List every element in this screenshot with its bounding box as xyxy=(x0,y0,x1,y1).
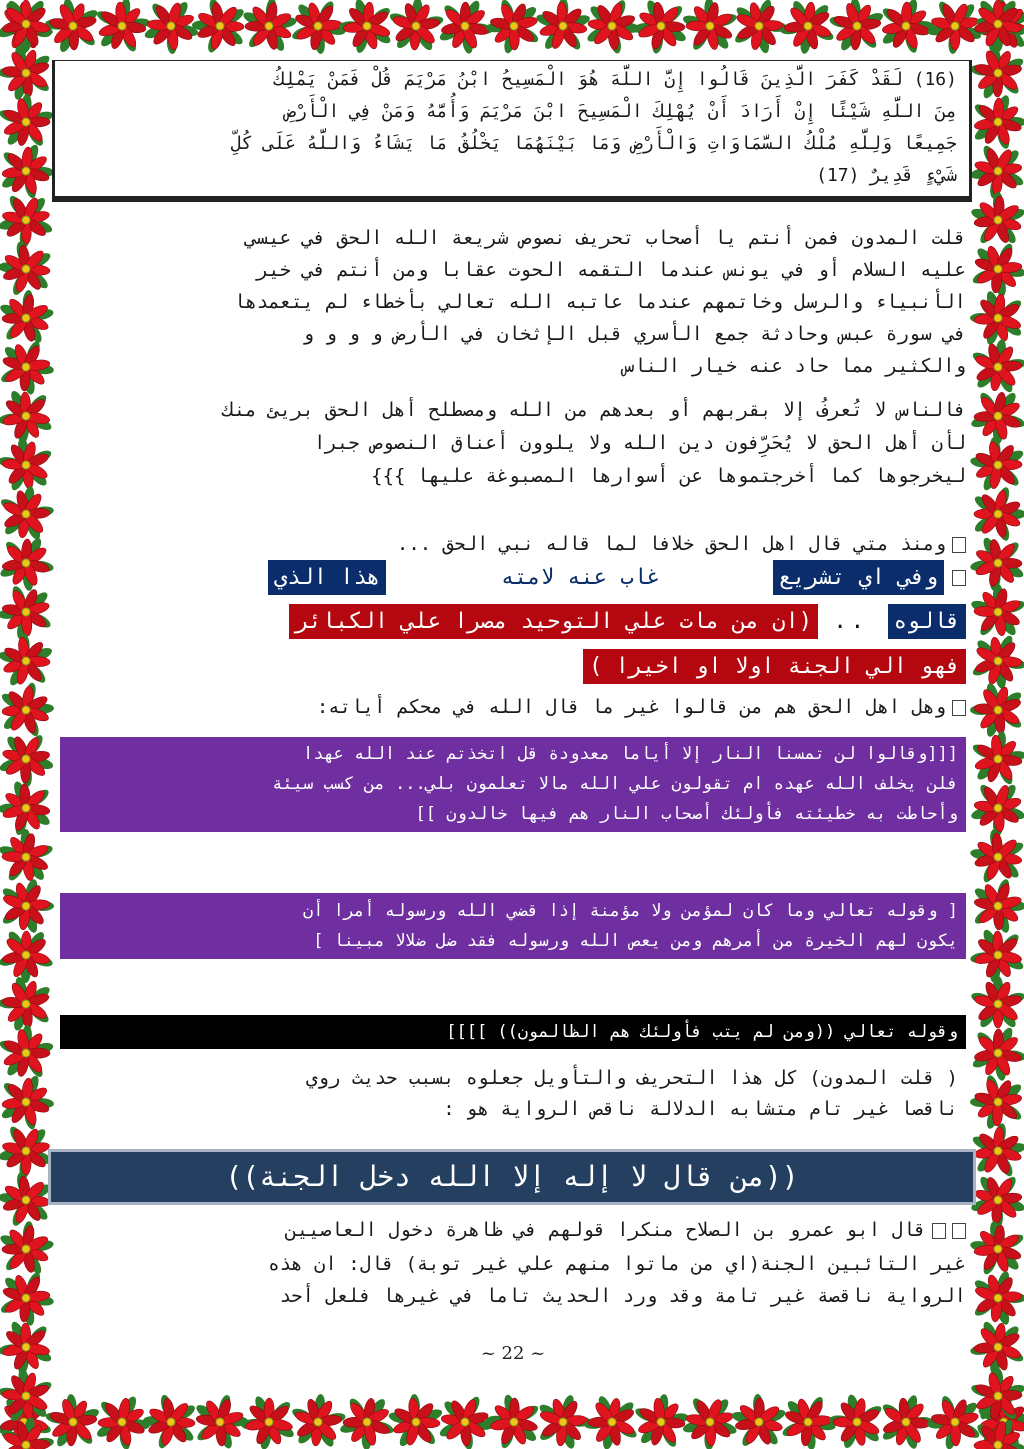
missing-glyph-box-icon xyxy=(932,1223,946,1239)
poinsettia-flower-icon xyxy=(0,1417,54,1449)
poinsettia-border-top xyxy=(0,0,1024,55)
poinsettia-flower-icon xyxy=(970,241,1024,297)
highlight-row-1 xyxy=(60,560,966,596)
poinsettia-flower-icon xyxy=(0,1270,54,1326)
poinsettia-flower-icon xyxy=(241,0,297,54)
poinsettia-flower-icon xyxy=(535,1394,591,1449)
poinsettia-flower-icon xyxy=(970,1270,1024,1326)
poinsettia-flower-icon xyxy=(0,339,54,395)
verse-line: جَمِيعًا وَلِلَّهِ مُلْكُ السَّمَاوَاتِ وَالْأَرْضِ وَمَا بَيْنَهُمَا يَخْلُقُ مَا يَشَاءُ وَاللَّهُ عَلَى كُلِّ xyxy=(230,133,957,154)
verse-line: شَيْءٍ قَدِيرٌ (17) xyxy=(816,165,957,186)
poinsettia-flower-icon xyxy=(682,1394,738,1449)
poinsettia-flower-icon xyxy=(780,0,836,54)
poinsettia-flower-icon xyxy=(0,290,54,346)
poinsettia-flower-icon xyxy=(388,1394,444,1449)
poinsettia-flower-icon xyxy=(0,927,54,983)
poinsettia-flower-icon xyxy=(290,0,346,54)
quote-line: فلن يخلف الله عهده ام تقولون علي الله مالا تعلمون بلي... من كسب سيئة xyxy=(272,774,958,794)
poinsettia-flower-icon xyxy=(0,192,54,248)
poinsettia-flower-icon xyxy=(0,829,54,885)
paragraph-line: الأنبياء والرسل وخاتمهم عندما عاتبه الله تعالي بأخطاء لم يتعمدها xyxy=(233,291,966,313)
paragraph-line: ناقصا غير تام متشابه الدلالة ناقص الرواية هو : xyxy=(443,1098,958,1120)
poinsettia-flower-icon xyxy=(878,0,934,54)
poinsettia-flower-icon xyxy=(535,0,591,54)
poinsettia-flower-icon xyxy=(731,1394,787,1449)
quote-line: يكون لهم الخيرة من أمرهم ومن يعص الله ورسوله فقد ضل ضلالا مبينا ] xyxy=(313,931,958,951)
poinsettia-flower-icon xyxy=(241,1394,297,1449)
highlight-navy: وفي اي تشريع xyxy=(773,560,944,595)
poinsettia-flower-icon xyxy=(970,878,1024,934)
poinsettia-flower-icon xyxy=(970,1368,1024,1424)
poinsettia-flower-icon xyxy=(970,339,1024,395)
purple-quote-block xyxy=(60,737,966,832)
poinsettia-flower-icon xyxy=(829,1394,885,1449)
verse-line: (16) لَقَدْ كَفَرَ الَّذِينَ قَالُوا إِنَّ اللَّهَ هُوَ الْمَسِيحُ ابْنُ مَرْيَمَ قُلْ فَمَنْ يَمْلِكُ xyxy=(274,69,957,90)
paragraph-line: الرواية ناقصة غير تامة وقد ورد الحديث تاما في غيرها فلعل أحد xyxy=(279,1285,966,1307)
poinsettia-flower-icon xyxy=(0,143,54,199)
poinsettia-flower-icon xyxy=(0,1123,54,1179)
poinsettia-border-bottom xyxy=(0,1392,1024,1449)
poinsettia-flower-icon xyxy=(970,192,1024,248)
poinsettia-flower-icon xyxy=(0,731,54,787)
poinsettia-flower-icon xyxy=(0,780,54,836)
poinsettia-flower-icon xyxy=(0,45,54,101)
poinsettia-flower-icon xyxy=(584,0,640,54)
poinsettia-flower-icon xyxy=(0,241,54,297)
highlight-navy: هذا الذي xyxy=(268,560,386,595)
quote-line: [[[وقالوا لن تمسنا النار إلا أياما معدودة قل اتخذتم عند الله عهدا xyxy=(302,744,958,764)
poinsettia-flower-icon xyxy=(0,94,54,150)
poinsettia-flower-icon xyxy=(0,388,54,444)
hadith-title-bar: ((من قال لا إله إلا الله دخل الجنة)) xyxy=(48,1149,976,1205)
poinsettia-flower-icon xyxy=(143,1394,199,1449)
paragraph-line: ( قلت المدون) كل هذا التحريف والتأويل جعلوه بسبب حديث روي xyxy=(305,1067,958,1089)
poinsettia-flower-icon xyxy=(731,0,787,54)
poinsettia-flower-icon xyxy=(339,0,395,54)
poinsettia-flower-icon xyxy=(970,976,1024,1032)
poinsettia-flower-icon xyxy=(970,1025,1024,1081)
poinsettia-flower-icon xyxy=(0,1319,54,1375)
highlight-red: (ان من مات علي التوحيد مصرا علي الكبائر xyxy=(289,604,818,639)
poinsettia-flower-icon xyxy=(94,0,150,54)
purple-quote-block xyxy=(60,893,966,959)
poinsettia-flower-icon xyxy=(682,0,738,54)
poinsettia-flower-icon xyxy=(486,0,542,54)
poinsettia-flower-icon xyxy=(290,1394,346,1449)
poinsettia-flower-icon xyxy=(0,535,54,591)
highlight-dots: .. xyxy=(833,609,868,634)
poinsettia-flower-icon xyxy=(0,1368,54,1424)
poinsettia-border-right xyxy=(969,0,1024,1449)
poinsettia-flower-icon xyxy=(970,1221,1024,1277)
paragraph-line: فالناس لا تُعرفُ إلا بقربهم أو بعدهم من الله ومصطلح أهل الحق بريئ منك xyxy=(222,399,966,421)
paragraph-line: غير التائبين الجنة(اي من ماتوا منهم علي غير توبة) قال: ان هذه xyxy=(268,1253,966,1275)
verse-line: مِنَ اللَّهِ شَيْئًا إِنْ أَرَادَ أَنْ يُهْلِكَ الْمَسِيحَ ابْنَ مَرْيَمَ وَأُمَّهُ وَمَنْ فِي الْأَرْضِ xyxy=(285,101,957,122)
missing-glyph-box-icon xyxy=(952,570,966,586)
paragraph-line: قال ابو عمرو بن الصلاح منكرا قولهم في ظاهرة دخول العاصيين xyxy=(285,1219,966,1241)
quote-line: وأحاطت به خطيئته فأولئك أصحاب النار هم فيها خالدون ]] xyxy=(415,804,958,824)
poinsettia-flower-icon xyxy=(437,0,493,54)
poinsettia-border-left xyxy=(0,0,55,1449)
poinsettia-flower-icon xyxy=(0,584,54,640)
poinsettia-flower-icon xyxy=(0,976,54,1032)
page-number: ~ 22 ~ xyxy=(480,1343,546,1364)
quote-line: وقوله تعالي ((ومن لم يتب فأولئك هم الظالمون)) ]]]] xyxy=(446,1022,958,1042)
poinsettia-flower-icon xyxy=(970,633,1024,689)
paragraph-line: والكثير مما حاد عنه خيار الناس xyxy=(622,355,966,377)
poinsettia-flower-icon xyxy=(633,0,689,54)
poinsettia-flower-icon xyxy=(970,927,1024,983)
poinsettia-flower-icon xyxy=(437,1394,493,1449)
missing-glyph-box-icon xyxy=(952,700,966,716)
highlight-row-2 xyxy=(60,604,966,640)
poinsettia-flower-icon xyxy=(0,682,54,738)
poinsettia-flower-icon xyxy=(0,1221,54,1277)
paragraph-line: في سورة عبس وحادثة جمع الأسري قبل الإثخان في الأرض و و و و xyxy=(302,323,966,345)
poinsettia-flower-icon xyxy=(94,1394,150,1449)
missing-glyph-box-icon xyxy=(952,1223,966,1239)
poinsettia-flower-icon xyxy=(970,143,1024,199)
poinsettia-flower-icon xyxy=(878,1394,934,1449)
poinsettia-flower-icon xyxy=(0,437,54,493)
poinsettia-flower-icon xyxy=(970,1319,1024,1375)
poinsettia-flower-icon xyxy=(970,437,1024,493)
poinsettia-flower-icon xyxy=(970,1172,1024,1228)
verse-box xyxy=(52,60,972,202)
paragraph-line: قلت المدون فمن أنتم يا أصحاب تحريف نصوص شريعة الله الحق في عيسي xyxy=(245,227,966,249)
poinsettia-flower-icon xyxy=(0,1074,54,1130)
poinsettia-flower-icon xyxy=(970,45,1024,101)
poinsettia-flower-icon xyxy=(970,94,1024,150)
question-line: ومنذ متي قال اهل الحق خلافا لما قاله نبي الحق ... xyxy=(397,533,966,555)
poinsettia-flower-icon xyxy=(970,731,1024,787)
poinsettia-flower-icon xyxy=(0,878,54,934)
poinsettia-flower-icon xyxy=(339,1394,395,1449)
highlight-text: غاب عنه لامته xyxy=(501,565,660,590)
poinsettia-flower-icon xyxy=(970,829,1024,885)
poinsettia-flower-icon xyxy=(970,682,1024,738)
poinsettia-flower-icon xyxy=(192,0,248,54)
page-content xyxy=(60,55,966,1392)
poinsettia-flower-icon xyxy=(633,1394,689,1449)
poinsettia-flower-icon xyxy=(0,486,54,542)
paragraph-line: ليخرجوها كما أخرجتموها عن أسوارها المصبوغة عليها }}} xyxy=(371,465,966,487)
paragraph-line: عليه السلام أو في يونس عندما التقمه الحوت عقابا ومن أنتم في خير xyxy=(256,259,966,281)
poinsettia-flower-icon xyxy=(970,486,1024,542)
poinsettia-flower-icon xyxy=(970,535,1024,591)
poinsettia-flower-icon xyxy=(486,1394,542,1449)
poinsettia-flower-icon xyxy=(0,633,54,689)
highlight-navy: قالوه xyxy=(888,604,966,639)
poinsettia-flower-icon xyxy=(0,1025,54,1081)
poinsettia-flower-icon xyxy=(0,1172,54,1228)
poinsettia-flower-icon xyxy=(970,290,1024,346)
highlight-red: فهو الي الجنة اولا او اخيرا ) xyxy=(583,649,966,684)
poinsettia-flower-icon xyxy=(970,388,1024,444)
poinsettia-flower-icon xyxy=(970,1417,1024,1449)
black-quote-band xyxy=(60,1015,966,1049)
poinsettia-flower-icon xyxy=(143,0,199,54)
poinsettia-flower-icon xyxy=(829,0,885,54)
poinsettia-flower-icon xyxy=(970,780,1024,836)
poinsettia-flower-icon xyxy=(388,0,444,54)
paragraph-line: لأن أهل الحق لا يُحَرِّفون دين الله ولا يلوون أعناق النصوص جبرا xyxy=(313,432,966,454)
poinsettia-flower-icon xyxy=(970,1123,1024,1179)
poinsettia-flower-icon xyxy=(584,1394,640,1449)
missing-glyph-box-icon xyxy=(952,537,966,553)
quote-line: [ وقوله تعالي وما كان لمؤمن ولا مؤمنة إذا قضي الله ورسوله أمرا أن xyxy=(302,901,958,921)
poinsettia-flower-icon xyxy=(780,1394,836,1449)
poinsettia-flower-icon xyxy=(192,1394,248,1449)
poinsettia-flower-icon xyxy=(970,1074,1024,1130)
poinsettia-flower-icon xyxy=(970,584,1024,640)
question-line: وهل اهل الحق هم من قالوا غير ما قال الله في محكم أياته: xyxy=(317,696,966,718)
highlight-row-3 xyxy=(60,649,966,685)
